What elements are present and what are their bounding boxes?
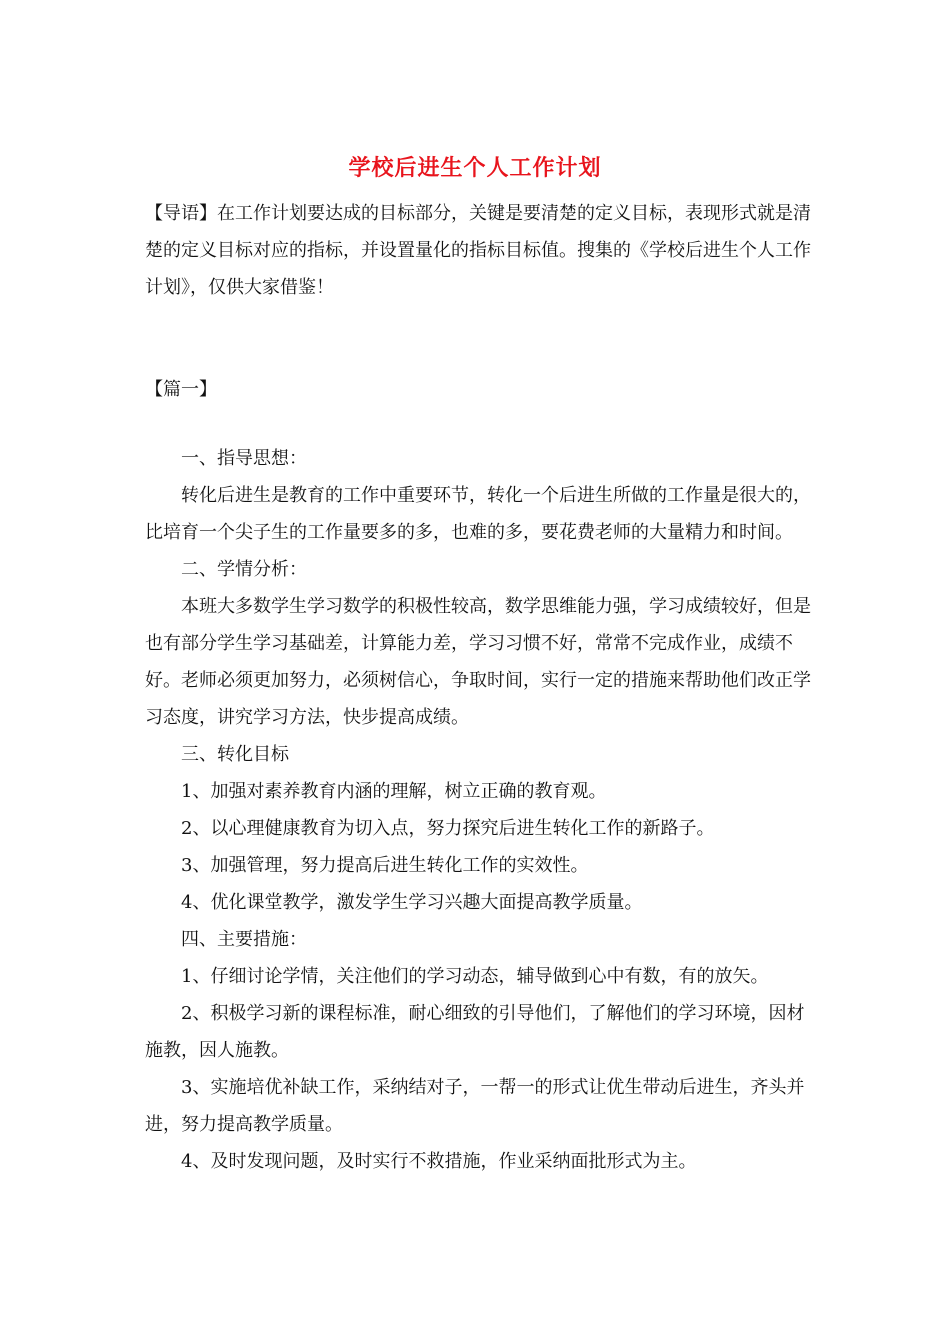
paragraph-guiding-thought: 转化后进生是教育的工作中重要环节，转化一个后进生所做的工作量是很大的，比培育一个尖子生的工作量要多的多，也难的多，要花费老师的大量精力和时间。	[145, 485, 811, 543]
goal-item: 2、以心理健康教育为切入点，努力探究后进生转化工作的新路子。	[181, 818, 715, 839]
goal-item: 4、优化课堂教学，激发学生学习兴趣大面提高教学质量。	[181, 892, 643, 913]
heading-situation-analysis: 二、学情分析：	[181, 559, 307, 580]
heading-measures: 四、主要措施：	[181, 929, 307, 950]
measure-item: 4、及时发现问题，及时实行不救措施，作业采纳面批形式为主。	[181, 1151, 697, 1172]
paragraph-situation-analysis: 本班大多数学生学习数学的积极性较高，数学思维能力强，学习成绩较好，但是也有部分学生学习基础差，计算能力差，学习习惯不好，常常不完成作业，成绩不好。老师必须更加努力，必须树信心，争取时间，实行一定的措施来帮助他们改正学习态度，讲究学习方法，快步提高成绩。	[145, 596, 811, 728]
measure-item: 1、仔细讨论学情，关注他们的学习动态，辅导做到心中有数，有的放矢。	[181, 966, 769, 987]
section-heading: 【篇一】	[145, 379, 217, 400]
document-body	[145, 440, 813, 1180]
measure-item: 2、积极学习新的课程标准，耐心细致的引导他们，了解他们的学习环境，因材施教，因人施教。	[145, 1003, 805, 1061]
document-title: 学校后进生个人工作计划	[348, 155, 602, 181]
measure-item: 3、实施培优补缺工作，采纳结对子，一帮一的形式让优生带动后进生，齐头并进，努力提高教学质量。	[145, 1077, 805, 1135]
intro-paragraph: 【导语】在工作计划要达成的目标部分，关键是要清楚的定义目标，表现形式就是清楚的定义目标对应的指标，并设置量化的指标目标值。搜集的《学校后进生个人工作计划》，仅供大家借鉴！	[145, 203, 811, 298]
goal-item: 3、加强管理，努力提高后进生转化工作的实效性。	[181, 855, 589, 876]
goal-item: 1、加强对素养教育内涵的理解，树立正确的教育观。	[181, 781, 607, 802]
heading-goals: 三、转化目标	[181, 744, 289, 765]
heading-guiding-thought: 一、指导思想：	[181, 448, 307, 469]
